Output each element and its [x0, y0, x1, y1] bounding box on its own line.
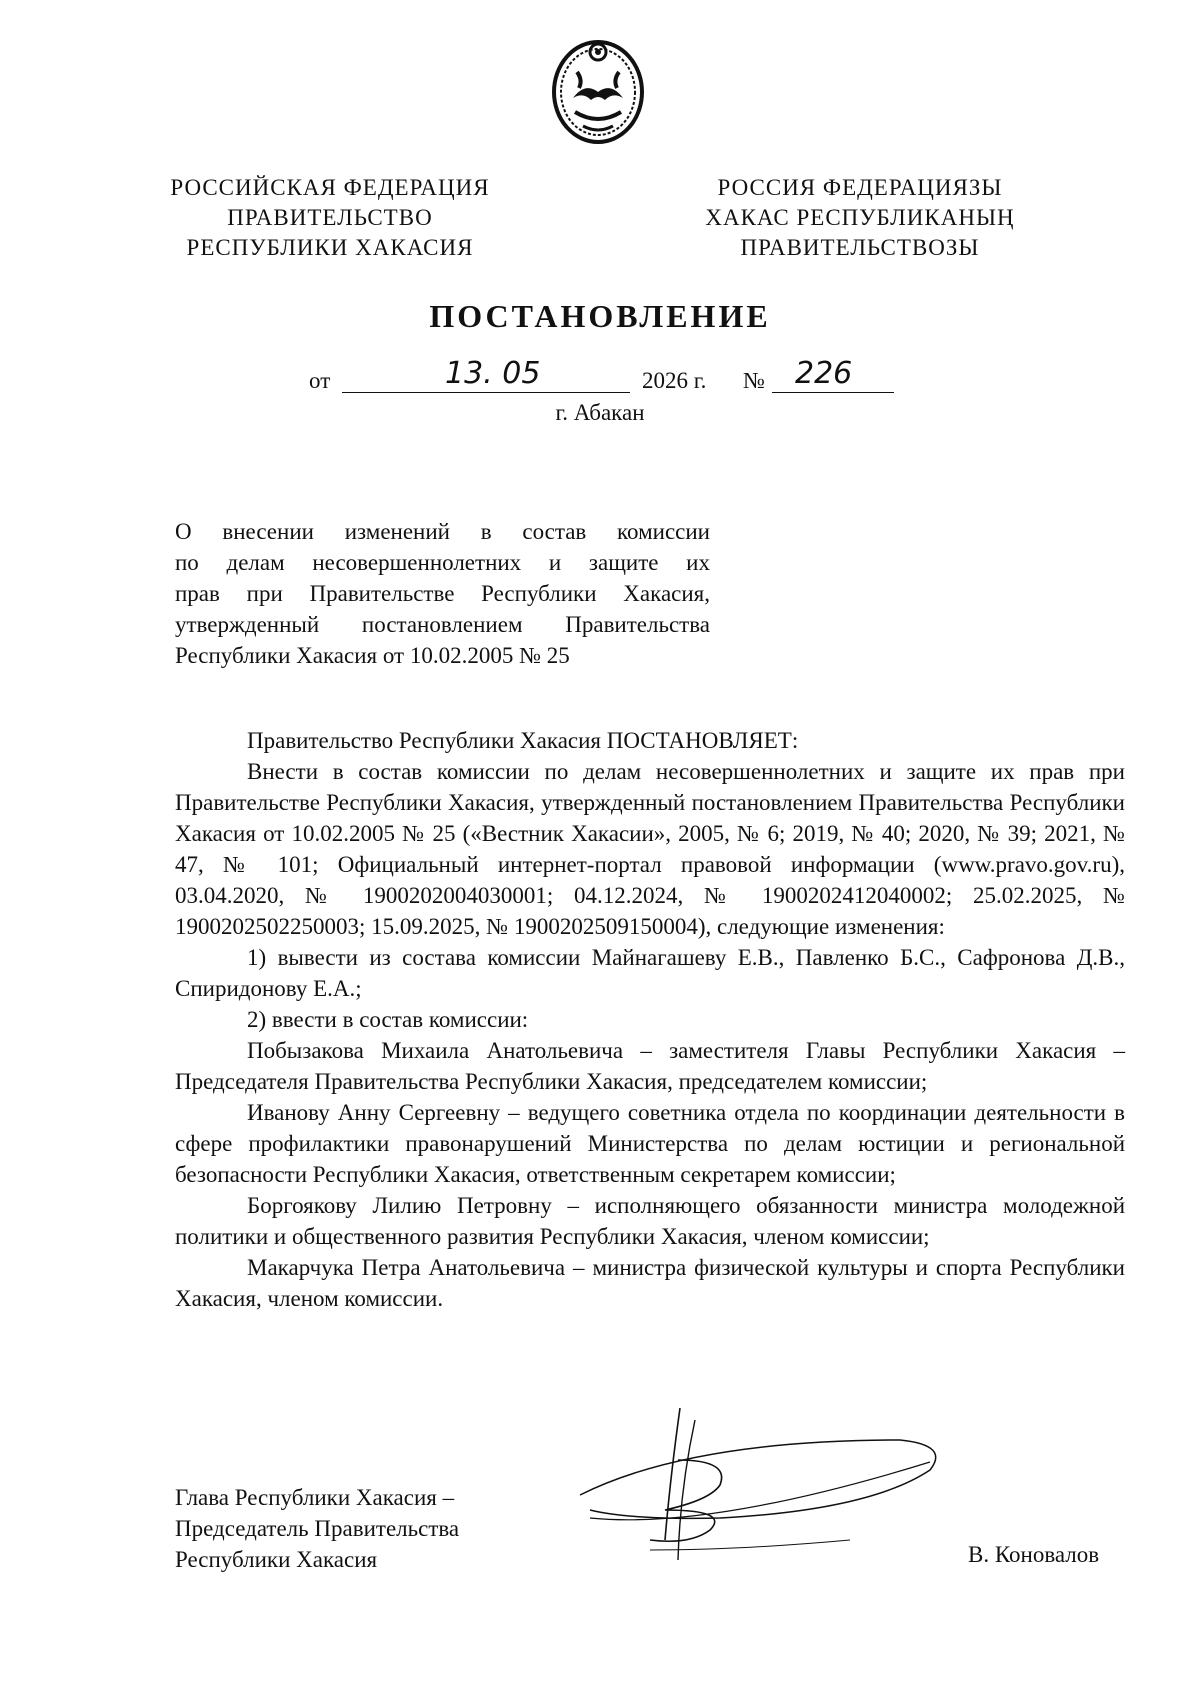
- number-underline: [772, 392, 894, 393]
- header-left-line: РОССИЙСКАЯ ФЕДЕРАЦИЯ: [170, 175, 490, 200]
- date-handwritten: 13. 05: [445, 356, 541, 391]
- signatory-position: [175, 1482, 459, 1575]
- header-right-line: ПРАВИТЕЛЬСТВОЗЫ: [740, 235, 980, 260]
- header-left: [150, 173, 510, 263]
- body-paragraph: 2) ввести в состав комиссии:: [247, 1007, 529, 1032]
- document-title: ПОСТАНОВЛЕНИЕ: [429, 298, 771, 334]
- handwritten-signature: [570, 1400, 960, 1590]
- subject-line: прав при Правительстве Республики Хакасия,: [175, 581, 710, 606]
- subject-line: Республики Хакасия от 10.02.2005 № 25: [175, 643, 570, 668]
- signatory-position-line: Республики Хакасия: [175, 1547, 378, 1572]
- body-paragraph: Побызакова Михаила Анатольевича – заместителя Главы Республики Хакасия – Председателя Правительства Республики Хакасия, председателем комиссии;: [175, 1038, 1125, 1094]
- body-paragraph: Боргоякову Лилию Петровну – исполняющего обязанности министра молодежной политики и общественного развития Республики Хакасия, членом комиссии;: [175, 1193, 1125, 1249]
- document-year: 2026 г.: [642, 368, 707, 393]
- date-prefix: от: [309, 368, 331, 393]
- document-subject: [175, 516, 710, 671]
- number-handwritten: 226: [795, 356, 853, 391]
- header-left-line: ПРАВИТЕЛЬСТВО: [227, 205, 433, 230]
- signatory-name: В. Коновалов: [968, 1542, 1100, 1567]
- coat-of-arms-icon: [543, 30, 653, 150]
- subject-line: по делам несовершеннолетних и защите их: [175, 550, 710, 575]
- subject-line: О внесении изменений в состав комиссии: [175, 519, 710, 544]
- document-city: г. Абакан: [555, 400, 645, 425]
- body-paragraph: Иванову Анну Сергеевну – ведущего советника отдела по координации деятельности в сфере профилактики правонарушений Министерства по делам юстиции и региональной безопасности Республики Хакасия, ответственным секретарем комиссии;: [175, 1100, 1125, 1187]
- body-paragraph: Правительство Республики Хакасия ПОСТАНОВЛЯЕТ:: [247, 728, 799, 753]
- body-paragraph: Внести в состав комиссии по делам несовершеннолетних и защите их прав при Правительстве Республики Хакасия, утвержденный постановлением Правительства Республики Хакасия от 10.02.2005 № 25 («Вестник Хакасии», 2005, № 6; 2019, № 40; 2020, № 39; 2021, № 47, № 101; Официальный интернет-портал правовой информации (www.pravo.gov.ru), 03.04.2020, № 1900202004030001; 04.12.2024, № 1900202412040002; 25.02.2025, № 1900202502250003; 15.09.2025, № 1900202509150004), следующие изменения:: [175, 759, 1125, 939]
- body-paragraph: 1) вывести из состава комиссии Майнагашеву Е.В., Павленко Б.С., Сафронова Д.В., Спиридонову Е.А.;: [175, 945, 1125, 1001]
- header-right: [680, 173, 1040, 263]
- header-right-line: РОССИЯ ФЕДЕРАЦИЯЗЫ: [717, 175, 1003, 200]
- date-underline: [342, 392, 630, 393]
- subject-line: утвержденный постановлением Правительства: [175, 612, 710, 637]
- header-left-line: РЕСПУБЛИКИ ХАКАСИЯ: [186, 235, 474, 260]
- header-right-line: ХАКАС РЕСПУБЛИКАНЫҢ: [705, 205, 1015, 230]
- number-sign: №: [743, 368, 765, 393]
- signatory-position-line: Глава Республики Хакасия –: [175, 1485, 455, 1510]
- signatory-position-line: Председатель Правительства: [175, 1516, 460, 1541]
- body-paragraph: Макарчука Петра Анатольевича – министра физической культуры и спорта Республики Хакасия, членом комиссии.: [175, 1255, 1125, 1311]
- document-body: [175, 725, 1125, 1314]
